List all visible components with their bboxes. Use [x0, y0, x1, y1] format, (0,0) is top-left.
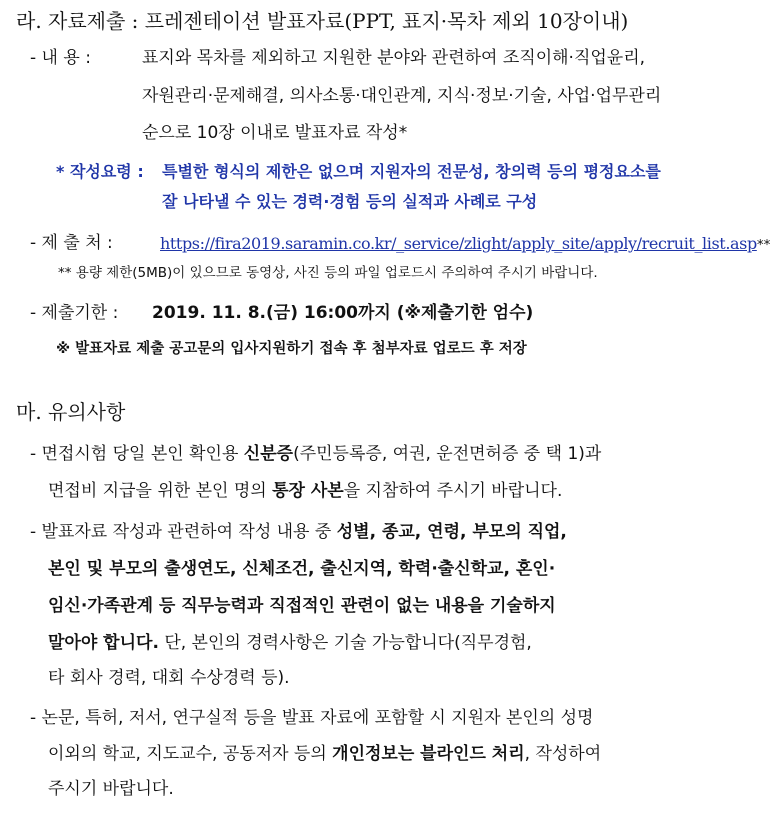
deadline-value: 2019. 11. 8.(금) 16:00까지 (※제출기한 엄수): [152, 303, 534, 323]
guide-label: * 작성요령 :: [56, 162, 144, 181]
deadline-note: ※ 발표자료 제출 공고문의 입사지원하기 접속 후 첨부자료 업로드 후 저장: [56, 341, 527, 357]
notice-3-line-3: 주시기 바랍니다.: [48, 779, 174, 799]
content-line-1: 표지와 목차를 제외하고 지원한 분야와 관련하여 조직이해·직업윤리,: [142, 48, 646, 68]
notice-1-line-2: 면접비 지급을 위한 본인 명의 통장 사본을 지참하여 주시기 바랍니다.: [48, 481, 563, 501]
notice-3-line-1: - 논문, 특허, 저서, 연구실적 등을 발표 자료에 포함할 시 지원자 본인의 성명: [30, 708, 594, 728]
guide-line-2: 잘 나타낼 수 있는 경력·경험 등의 실적과 사례로 구성: [162, 192, 538, 211]
size-note: ** 용량 제한(5MB)이 있으므로 동영상, 사진 등의 파일 업로드시 주의하여 주시기 바랍니다.: [58, 265, 598, 281]
notice-2-line-1: - 발표자료 작성과 관련하여 작성 내용 중 성별, 종교, 연령, 부모의 직업,: [30, 522, 567, 542]
section-ra-heading: 라. 자료제출 : 프레젠테이션 발표자료(PPT, 표지·목차 제외 10장이내): [16, 9, 629, 33]
notice-2-line-2: 본인 및 부모의 출생연도, 신체조건, 출신지역, 학력·출신학교, 혼인·: [48, 559, 556, 579]
notice-1-line-1: - 면접시험 당일 본인 확인용 신분증(주민등록증, 여권, 운전면허증 중 택 1)과: [30, 444, 602, 464]
notice-2-line-4: 말아야 합니다. 단, 본인의 경력사항은 기술 가능합니다(직무경험,: [48, 633, 532, 653]
submit-label: - 제 출 처 :: [30, 233, 113, 253]
section-ma-heading: 마. 유의사항: [16, 400, 126, 424]
submit-suffix: **: [756, 237, 771, 253]
content-line-3: 순으로 10장 이내로 발표자료 작성*: [142, 123, 408, 143]
notice-2-line-5: 타 회사 경력, 대회 수상경력 등).: [48, 668, 290, 688]
content-line-2: 자원관리·문제해결, 의사소통·대인관계, 지식·정보·기술, 사업·업무관리: [142, 86, 662, 106]
submit-link[interactable]: https://fira2019.saramin.co.kr/_service/zlight/apply_site/apply/recruit_list.asp: [160, 234, 757, 253]
guide-line-1: 특별한 형식의 제한은 없으며 지원자의 전문성, 창의력 등의 평정요소를: [162, 162, 661, 181]
notice-3-line-2: 이외의 학교, 지도교수, 공동저자 등의 개인정보는 블라인드 처리, 작성하여: [48, 744, 602, 764]
content-label: - 내 용 :: [30, 48, 91, 68]
notice-2-line-3: 임신·가족관계 등 직무능력과 직접적인 관련이 없는 내용을 기술하지: [48, 596, 556, 616]
deadline-label: - 제출기한 :: [30, 303, 119, 323]
